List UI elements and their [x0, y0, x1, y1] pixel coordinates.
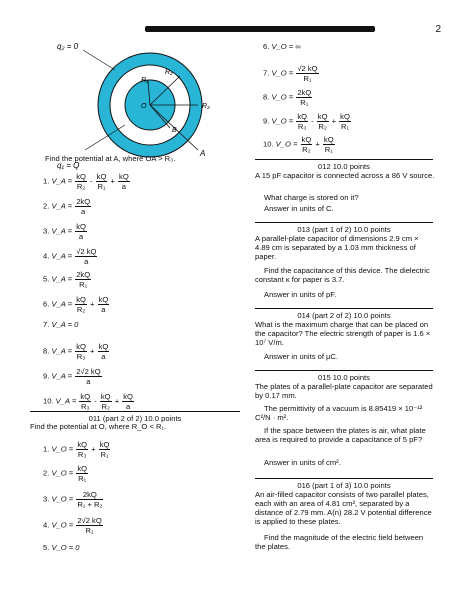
choice-number: 4. — [43, 520, 52, 530]
fraction: $\frac{2kQ}{\text{R₁}}$ — [76, 270, 91, 289]
q011-choice[interactable] — [43, 490, 104, 509]
fraction: $\frac{√2 kQ}{a}$ — [76, 247, 97, 266]
q014-units: Answer in units of μC. — [264, 352, 339, 361]
q016-question: Find the magnitude of the electric field between the plates. — [255, 533, 424, 552]
choice-number: 1. — [43, 444, 52, 454]
fraction: $\frac{kQ}{\text{R₁}}$ — [77, 464, 88, 483]
choice-lhs: V_A = — [51, 176, 75, 186]
fraction: $\frac{2kQ}{\text{R₁ + R₂}}$ — [77, 490, 103, 509]
q012-question: What charge is stored on it? — [264, 193, 359, 202]
fraction: $\frac{kQ}{\text{R₂}}$ — [76, 295, 86, 314]
q010-choice[interactable] — [43, 392, 135, 411]
q1-label: q₁ = Q — [57, 161, 80, 170]
fraction: $\frac{kQ}{a}$ — [98, 295, 109, 314]
q011-heading: 011 (part 2 of 2) 10.0 points — [30, 411, 240, 423]
fraction: $\frac{2kQ}{a}$ — [76, 197, 91, 216]
choice-lhs: V_O = — [271, 68, 296, 78]
choice-number: 9. — [263, 116, 272, 126]
fraction: $\frac{kQ}{a}$ — [123, 392, 133, 411]
q011-choice[interactable] — [263, 135, 336, 154]
redacted-header-bar — [145, 26, 375, 32]
fraction: $\frac{2√2 kQ}{\text{R₁}}$ — [77, 516, 102, 535]
q013-units: Answer in units of pF. — [264, 290, 337, 299]
choice-lhs: V_A = — [51, 346, 75, 356]
q011-choice[interactable] — [263, 64, 320, 83]
choice-lhs: V_A = — [51, 226, 75, 236]
q010-choice[interactable] — [43, 270, 92, 289]
o-label: O — [141, 103, 147, 110]
choice-lhs: V_A = — [55, 396, 79, 406]
fraction: $\frac{kQ}{\text{R₁}}$ — [323, 135, 334, 154]
operator: + — [329, 116, 339, 126]
operator: + — [87, 346, 97, 356]
fraction: $\frac{kQ}{\text{R₃}}$ — [297, 112, 308, 131]
choice-lhs: V_A = — [51, 299, 75, 309]
q016-text: An air-filled capacitor consists of two parallel plates, each with an area of 4.81 cm², separated by a distance of 2.79 mm. A(n) 28.2 V potential difference is applied to these plates. — [255, 490, 432, 527]
q015-heading: 015 10.0 points — [255, 370, 433, 382]
operator: + — [108, 176, 118, 186]
q012-text: A 15 pF capacitor is connected across a 86 V source. — [255, 171, 435, 180]
q015-units: Answer in units of cm². — [264, 458, 341, 467]
operator: + — [313, 139, 322, 149]
q011-choice[interactable] — [43, 440, 111, 459]
q010-prompt: Find the potential at A, where OA > R₃. — [45, 154, 176, 163]
q010-choice[interactable] — [43, 367, 103, 386]
fraction: $\frac{kQ}{\text{R₃}}$ — [77, 440, 88, 459]
choice-number: 6. — [43, 299, 52, 309]
choice-number: 9. — [43, 371, 52, 381]
r3-label: R₃ — [202, 103, 210, 110]
q010-choice[interactable] — [43, 222, 88, 241]
choice-number: 10. — [43, 396, 56, 406]
q011-choice[interactable] — [263, 88, 313, 107]
fraction: $\frac{kQ}{a}$ — [98, 342, 109, 361]
choice-number: 5. — [43, 543, 52, 552]
choice-lhs: V_O = — [51, 520, 76, 530]
choice-number: 2. — [43, 468, 52, 478]
fraction: $\frac{kQ}{\text{R₂}}$ — [317, 112, 328, 131]
choice-lhs: V_A = — [51, 371, 75, 381]
q011-choice[interactable] — [43, 464, 89, 483]
q015-text: The plates of a parallel-plate capacitor are separated by 0.17 mm. — [255, 382, 433, 401]
choice-number: 3. — [43, 226, 52, 236]
choice-number: 7. — [43, 320, 52, 329]
choice-number: 4. — [43, 251, 52, 261]
choice-number: 7. — [263, 68, 272, 78]
q010-choice[interactable] — [43, 197, 92, 216]
fraction: $\frac{kQ}{\text{R₁}}$ — [99, 440, 110, 459]
q013-heading: 013 (part 1 of 2) 10.0 points — [255, 222, 433, 234]
a-label: A — [200, 149, 206, 158]
choice-number: 10. — [263, 139, 276, 149]
operator: - — [92, 396, 99, 406]
q2-leader — [83, 50, 115, 70]
choice-number: 8. — [43, 346, 52, 356]
choice-lhs: V_A = 0 — [51, 320, 79, 329]
choice-number: 6. — [263, 42, 272, 51]
operator: - — [87, 176, 95, 186]
q015-question: If the space between the plates is air, what plate area is required to provide a capacitance of 5 pF? — [255, 426, 426, 445]
fraction: $\frac{kQ}{\text{R₂}}$ — [100, 392, 111, 411]
q010-choice[interactable] — [43, 172, 131, 191]
choice-lhs: V_A = — [51, 251, 75, 261]
choice-number: 5. — [43, 274, 52, 284]
q012-heading: 012 10.0 points — [255, 159, 433, 171]
choice-lhs: V_A = — [51, 201, 75, 211]
q015-permittivity: The permittivity of a vacuum is 8.85419 × 10⁻¹² C²/N · m². — [255, 404, 423, 423]
b-label: B — [172, 127, 177, 134]
q011-choice[interactable] — [43, 543, 80, 552]
q011-choice[interactable] — [43, 516, 104, 535]
r1-label: R₁ — [141, 77, 149, 84]
q016-heading: 016 (part 1 of 3) 10.0 points — [255, 478, 433, 490]
fraction: $\frac{kQ}{\text{R₁}}$ — [340, 112, 350, 131]
choice-lhs: V_O = — [51, 494, 76, 504]
choice-number: 2. — [43, 201, 52, 211]
q013-question: Find the capacitance of this device. The dielectric constant κ for paper is 3.7. — [255, 266, 430, 285]
choice-number: 3. — [43, 494, 52, 504]
fraction: $\frac{kQ}{\text{R₂}}$ — [301, 135, 312, 154]
operator: + — [89, 444, 98, 454]
q010-choice[interactable] — [43, 247, 98, 266]
operator: + — [112, 396, 122, 406]
choice-lhs: V_O = 0 — [51, 543, 80, 552]
fraction: $\frac{√2 kQ}{\text{R₁}}$ — [297, 64, 318, 83]
operator: + — [87, 299, 97, 309]
choice-number: 1. — [43, 176, 52, 186]
fraction: $\frac{kQ}{a}$ — [119, 172, 129, 191]
fraction: $\frac{kQ}{\text{R₁}}$ — [96, 172, 107, 191]
choice-lhs: V_O = — [51, 444, 76, 454]
fraction: $\frac{2kQ}{\text{R₁}}$ — [297, 88, 312, 107]
page-number: 2 — [435, 24, 441, 35]
q012-units: Answer in units of C. — [264, 204, 334, 213]
operator: - — [309, 116, 316, 126]
fraction: $\frac{kQ}{\text{R₃}}$ — [80, 392, 91, 411]
choice-lhs: V_O = — [271, 92, 296, 102]
fraction: $\frac{kQ}{\text{R₃}}$ — [76, 342, 86, 361]
choice-lhs: V_O = ∞ — [271, 42, 301, 51]
q011-choice[interactable] — [263, 112, 352, 131]
q010-choice[interactable] — [43, 320, 78, 329]
r2-label: R₂ — [165, 69, 173, 76]
choice-lhs: V_O = — [275, 139, 300, 149]
q010-choice[interactable] — [43, 295, 110, 314]
q014-heading: 014 (part 2 of 2) 10.0 points — [255, 308, 433, 320]
fraction: $\frac{kQ}{a}$ — [76, 222, 86, 241]
q010-choice[interactable] — [43, 342, 110, 361]
choice-lhs: V_O = — [51, 468, 76, 478]
q011-prompt: Find the potential at O, where R_O < R₁. — [30, 422, 167, 431]
q013-text: A parallel-plate capacitor of dimensions 2.9 cm × 4.89 cm is separated by a 1.03 mm thickness of paper. — [255, 234, 419, 262]
q2-label: q₂ = 0 — [57, 42, 79, 51]
q011-choice[interactable] — [263, 42, 301, 51]
fraction: $\frac{2√2 kQ}{a}$ — [76, 367, 101, 386]
fraction: $\frac{kQ}{\text{R₂}}$ — [76, 172, 86, 191]
choice-number: 8. — [263, 92, 272, 102]
choice-lhs: V_O = — [271, 116, 296, 126]
concentric-shells-figure — [55, 40, 225, 190]
q014-text: What is the maximum charge that can be placed on the capacitor? The electric strength of paper is 1.6 × 10⁷ V/m. — [255, 320, 431, 348]
choice-lhs: V_A = — [51, 274, 75, 284]
